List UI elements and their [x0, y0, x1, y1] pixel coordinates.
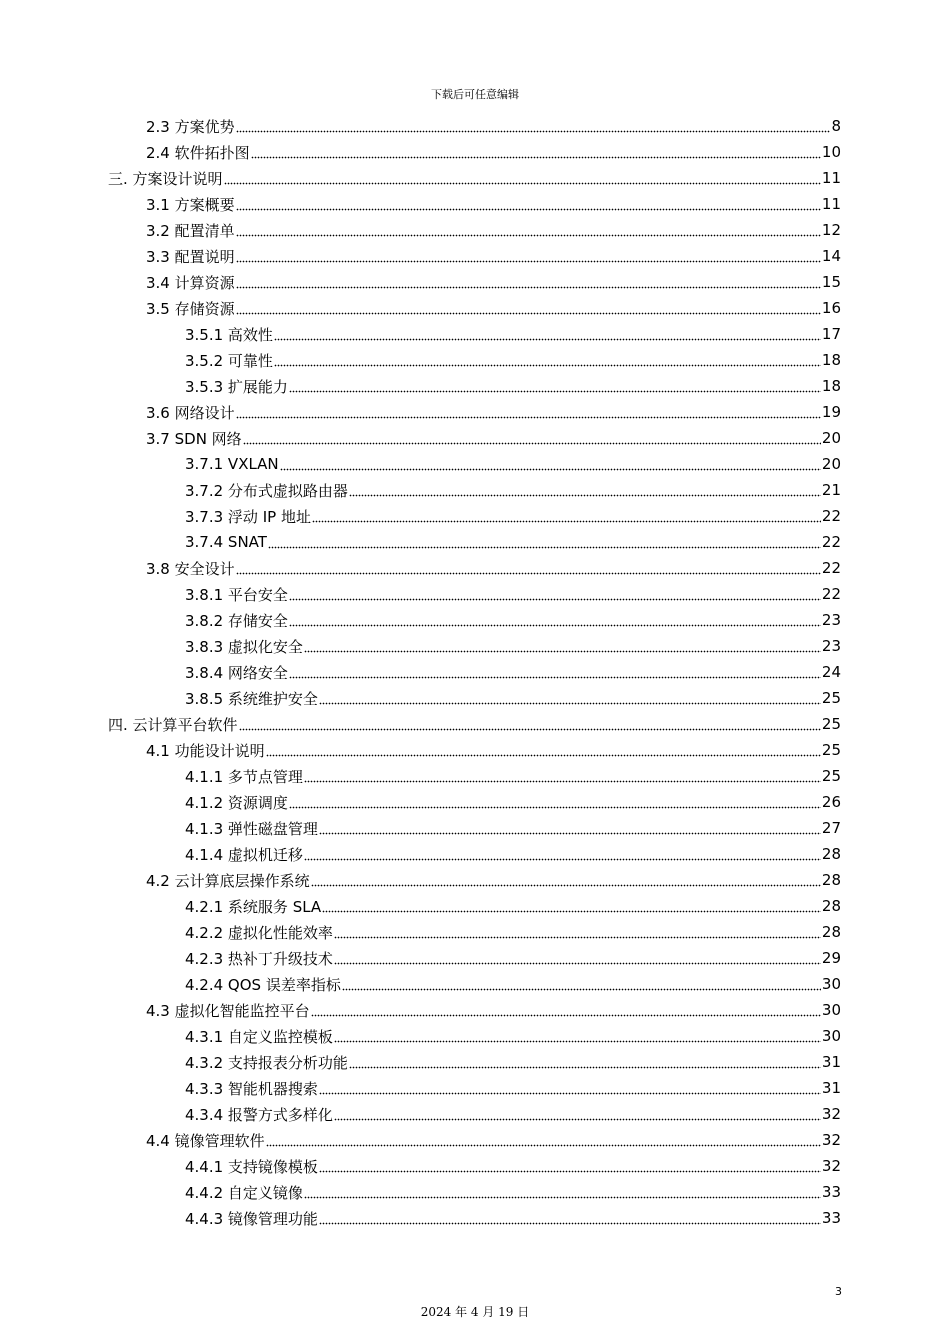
toc-entry[interactable] [185, 685, 841, 711]
dot-leader [304, 636, 821, 656]
toc-entry-label: 3.5.1 高效性 [185, 325, 273, 344]
toc-entry-label: 3.7.3 浮动 IP 地址 [185, 507, 311, 526]
toc-entry-label: 4.2.1 系统服务 SLA [185, 897, 322, 916]
footer-date: 2024 年 4 月 19 日 [420, 1305, 530, 1319]
toc-entry-page: 11 [821, 169, 841, 187]
toc-entry[interactable] [185, 763, 841, 789]
page-number: 3 [835, 1285, 842, 1298]
toc-entry-page: 10 [821, 143, 841, 161]
page-header: 下载后可任意编辑 [431, 88, 519, 101]
toc-entry[interactable] [146, 139, 841, 165]
toc-entry-page: 17 [821, 325, 841, 343]
toc-entry-page: 11 [821, 195, 841, 213]
dot-leader [289, 792, 821, 812]
toc-entry-label: 4.4.3 镜像管理功能 [185, 1209, 318, 1228]
toc-entry-label: 3.4 计算资源 [146, 273, 235, 292]
toc-entry-page: 14 [821, 247, 841, 265]
toc-entry-page: 22 [821, 507, 841, 525]
toc-entry[interactable] [146, 113, 841, 139]
toc-entry-page: 30 [821, 975, 841, 993]
toc-entry-label: 4.1.4 虚拟机迁移 [185, 845, 303, 864]
toc-entry[interactable] [146, 243, 841, 269]
toc-entry-label: 4.1.3 弹性磁盘管理 [185, 819, 318, 838]
toc-entry-label: 4.1.2 资源调度 [185, 793, 288, 812]
toc-entry[interactable] [146, 737, 841, 763]
toc-entry[interactable] [185, 1101, 841, 1127]
toc-entry[interactable] [185, 607, 841, 633]
dot-leader [319, 1078, 821, 1098]
toc-entry-page: 20 [821, 455, 841, 473]
toc-entry-page: 29 [821, 949, 841, 967]
dot-leader [289, 610, 821, 630]
toc-entry-label: 3.2 配置清单 [146, 221, 235, 240]
toc-entry-label: 3.7.2 分布式虚拟路由器 [185, 481, 348, 500]
dot-leader [236, 246, 821, 266]
dot-leader [268, 532, 821, 552]
toc-entry-label: 三. 方案设计说明 [108, 169, 223, 188]
toc-entry[interactable] [146, 269, 841, 295]
toc-entry-label: 3.7.4 SNAT [185, 533, 267, 551]
toc-entry-label: 2.3 方案优势 [146, 117, 235, 136]
toc-entry[interactable] [185, 477, 841, 503]
toc-entry-label: 3.5.3 扩展能力 [185, 377, 288, 396]
toc-entry[interactable] [146, 555, 841, 581]
toc-entry-page: 8 [831, 117, 841, 135]
toc-entry-label: 3.8.2 存储安全 [185, 611, 288, 630]
dot-leader [251, 142, 821, 162]
dot-leader [311, 1000, 821, 1020]
toc-entry-page: 24 [821, 663, 841, 681]
dot-leader [224, 168, 821, 188]
toc-entry[interactable] [185, 347, 841, 373]
toc-entry-label: 4.4.1 支持镜像模板 [185, 1157, 318, 1176]
toc-entry-label: 3.8.1 平台安全 [185, 585, 288, 604]
toc-entry[interactable] [146, 867, 841, 893]
toc-entry-page: 23 [821, 611, 841, 629]
toc-entry[interactable] [185, 529, 841, 555]
toc-entry[interactable] [185, 893, 841, 919]
toc-entry-page: 22 [821, 559, 841, 577]
dot-leader [236, 272, 821, 292]
toc-entry-label: 4.3.2 支持报表分析功能 [185, 1053, 348, 1072]
toc-entry-label: 4.3.1 自定义监控模板 [185, 1027, 333, 1046]
toc-entry[interactable] [185, 815, 841, 841]
toc-entry-page: 25 [821, 715, 841, 733]
dot-leader [322, 896, 821, 916]
toc-entry-page: 26 [821, 793, 841, 811]
toc-entry-label: 4.1 功能设计说明 [146, 741, 265, 760]
toc-entry[interactable] [185, 945, 841, 971]
toc-entry-page: 31 [821, 1079, 841, 1097]
toc-entry[interactable] [146, 997, 841, 1023]
toc-entry-page: 33 [821, 1209, 841, 1227]
dot-leader [236, 194, 821, 214]
dot-leader [311, 870, 821, 890]
toc-entry-page: 28 [821, 845, 841, 863]
toc-entry-page: 19 [821, 403, 841, 421]
toc-entry-page: 18 [821, 377, 841, 395]
toc-entry[interactable] [185, 581, 841, 607]
dot-leader [334, 1104, 821, 1124]
toc-entry[interactable] [185, 971, 841, 997]
toc-entry[interactable] [146, 217, 841, 243]
toc-entry-label: 3.7 SDN 网络 [146, 429, 242, 448]
dot-leader [319, 688, 821, 708]
dot-leader [239, 714, 821, 734]
toc-entry[interactable] [185, 373, 841, 399]
toc-entry-page: 31 [821, 1053, 841, 1071]
dot-leader [236, 402, 821, 422]
toc-entry-label: 4.2 云计算底层操作系统 [146, 871, 310, 890]
dot-leader [289, 376, 821, 396]
toc-entry-page: 30 [821, 1027, 841, 1045]
toc-entry-label: 3.5.2 可靠性 [185, 351, 273, 370]
toc-entry-label: 3.8.5 系统维护安全 [185, 689, 318, 708]
toc-entry-page: 28 [821, 897, 841, 915]
toc-entry-label: 4.3.3 智能机器搜索 [185, 1079, 318, 1098]
toc-entry-label: 4.4 镜像管理软件 [146, 1131, 265, 1150]
toc-entry-page: 33 [821, 1183, 841, 1201]
toc-entry-label: 四. 云计算平台软件 [108, 715, 238, 734]
toc-entry[interactable] [146, 191, 841, 217]
toc-entry[interactable] [185, 503, 841, 529]
dot-leader [319, 1156, 821, 1176]
dot-leader [274, 324, 821, 344]
dot-leader [319, 1208, 821, 1228]
dot-leader [236, 116, 831, 136]
dot-leader [304, 844, 821, 864]
toc-entry-page: 12 [821, 221, 841, 239]
toc-entry[interactable] [108, 165, 841, 191]
toc-entry-page: 25 [821, 741, 841, 759]
toc-entry-label: 3.5 存储资源 [146, 299, 235, 318]
toc-entry-label: 4.2.2 虚拟化性能效率 [185, 923, 333, 942]
toc-entry-page: 22 [821, 533, 841, 551]
toc-entry-label: 3.1 方案概要 [146, 195, 235, 214]
toc-entry-label: 3.6 网络设计 [146, 403, 235, 422]
toc-entry-label: 4.2.3 热补丁升级技术 [185, 949, 333, 968]
toc-entry-page: 16 [821, 299, 841, 317]
toc-entry[interactable] [185, 1205, 841, 1231]
dot-leader [236, 220, 821, 240]
dot-leader [334, 948, 821, 968]
toc-entry-page: 28 [821, 923, 841, 941]
toc-entry-label: 4.2.4 QOS 误差率指标 [185, 975, 341, 994]
toc-entry-page: 21 [821, 481, 841, 499]
toc-entry[interactable] [146, 1127, 841, 1153]
toc-entry[interactable] [185, 1075, 841, 1101]
toc-entry[interactable] [185, 1153, 841, 1179]
toc-entry[interactable] [185, 633, 841, 659]
dot-leader [289, 584, 821, 604]
toc-entry-label: 4.3.4 报警方式多样化 [185, 1105, 333, 1124]
dot-leader [312, 506, 821, 526]
toc-entry[interactable] [185, 1049, 841, 1075]
toc-entry-label: 3.3 配置说明 [146, 247, 235, 266]
dot-leader [304, 766, 821, 786]
toc-entry[interactable] [146, 425, 841, 451]
toc-entry-page: 28 [821, 871, 841, 889]
toc-entry[interactable] [108, 711, 841, 737]
dot-leader [280, 454, 821, 474]
toc-entry-label: 2.4 软件拓扑图 [146, 143, 250, 162]
toc-entry-page: 22 [821, 585, 841, 603]
toc-entry[interactable] [185, 321, 841, 347]
dot-leader [266, 1130, 821, 1150]
toc-entry-page: 25 [821, 689, 841, 707]
dot-leader [342, 974, 821, 994]
toc-entry[interactable] [146, 295, 841, 321]
toc-entry-page: 25 [821, 767, 841, 785]
toc-entry[interactable] [185, 841, 841, 867]
dot-leader [349, 1052, 821, 1072]
toc-entry-page: 27 [821, 819, 841, 837]
dot-leader [334, 1026, 821, 1046]
toc-entry-label: 4.1.1 多节点管理 [185, 767, 303, 786]
toc-entry-page: 30 [821, 1001, 841, 1019]
dot-leader [266, 740, 821, 760]
toc-entry-label: 4.4.2 自定义镜像 [185, 1183, 303, 1202]
toc-entry-label: 3.8.3 虚拟化安全 [185, 637, 303, 656]
dot-leader [236, 558, 821, 578]
toc-entry[interactable] [185, 919, 841, 945]
toc-entry-label: 3.7.1 VXLAN [185, 455, 279, 473]
dot-leader [274, 350, 821, 370]
dot-leader [304, 1182, 821, 1202]
toc-entry-page: 32 [821, 1105, 841, 1123]
toc-entry-page: 23 [821, 637, 841, 655]
toc-entry-page: 15 [821, 273, 841, 291]
toc-entry-page: 20 [821, 429, 841, 447]
dot-leader [289, 662, 821, 682]
toc-entry-page: 32 [821, 1131, 841, 1149]
toc-entry-label: 3.8.4 网络安全 [185, 663, 288, 682]
toc-entry[interactable] [185, 659, 841, 685]
dot-leader [334, 922, 821, 942]
dot-leader [319, 818, 821, 838]
toc-entry[interactable] [185, 789, 841, 815]
dot-leader [243, 428, 821, 448]
toc-entry-page: 18 [821, 351, 841, 369]
toc-entry[interactable] [185, 1023, 841, 1049]
toc-entry[interactable] [146, 399, 841, 425]
toc-entry-page: 32 [821, 1157, 841, 1175]
dot-leader [236, 298, 821, 318]
toc-entry[interactable] [185, 1179, 841, 1205]
dot-leader [349, 480, 821, 500]
toc-entry[interactable] [185, 451, 841, 477]
toc-entry-label: 4.3 虚拟化智能监控平台 [146, 1001, 310, 1020]
toc-entry-label: 3.8 安全设计 [146, 559, 235, 578]
